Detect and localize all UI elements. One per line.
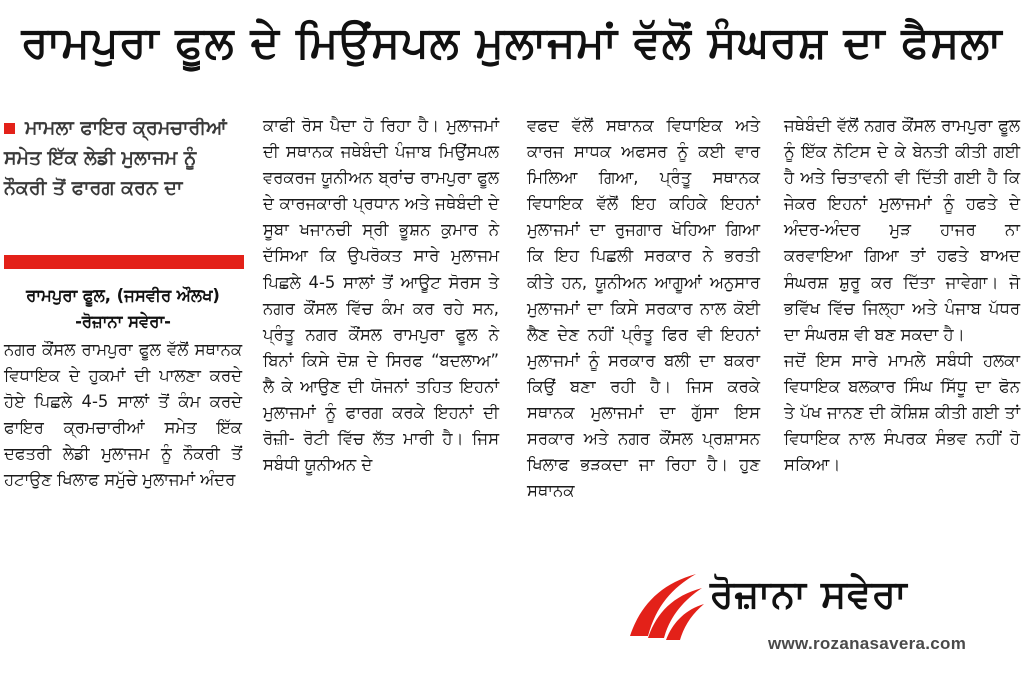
article-column-4 <box>784 113 1020 478</box>
kicker-text: ਮਾਮਲਾ ਫਾਇਰ ਕ੍ਰਮਚਾਰੀਆਂ ਸਮੇਤ ਇੱਕ ਲੇਡੀ ਮੁਲਾਜਮ ਨੂੰ ਨੌਕਰੀ ਤੋਂ ਫਾਰਗ ਕਰਨ ਦਾ <box>4 117 227 199</box>
bullet-square-icon <box>4 123 15 134</box>
article-column-3 <box>527 113 760 504</box>
paragraph: ਜਥੇਬੰਦੀ ਵੱਲੋਂ ਨਗਰ ਕੌਂਸਲ ਰਾਮਪੁਰਾ ਫੂਲ ਨੂੰ ਇੱਕ ਨੋਟਿਸ ਦੇ ਕੇ ਬੇਨਤੀ ਕੀਤੀ ਗਈ ਹੈ ਅਤੇ ਚਿਤਾਵਨੀ ਵੀ ਦਿੱਤੀ ਗਈ ਹੈ ਕਿ ਜੇਕਰ ਇਹਨਾਂ ਮੁਲਾਜਮਾਂ ਨੂੰ ਹਫਤੇ ਦੇ ਅੰਦਰ-ਅੰਦਰ ਮੁੜ ਹਾਜਰ ਨਾ ਕਰਵਾਇਆ ਗਿਆ ਤਾਂ ਹਫਤੇ ਬਾਅਦ ਸੰਘਰਸ਼ ਸ਼ੁਰੂ ਕਰ ਦਿੱਤਾ ਜਾਵੇਗਾ। ਜੋ ਭਵਿੱਖ ਵਿੱਚ ਜਿਲ੍ਹਾ ਅਤੇ ਪੰਜਾਬ ਪੱਧਰ ਦਾ ਸੰਘਰਸ਼ ਵੀ ਬਣ ਸਕਦਾ ਹੈ। <box>784 116 1020 344</box>
kicker-box <box>4 113 242 203</box>
paragraph: ਨਗਰ ਕੌਂਸਲ ਰਾਮਪੁਰਾ ਫੂਲ ਵੱਲੋਂ ਸਥਾਨਕ ਵਿਧਾਇਕ ਦੇ ਹੁਕਮਾਂ ਦੀ ਪਾਲਣਾ ਕਰਦੇ ਹੋਏ ਪਿਛਲੇ 4-5 ਸਾਲਾਂ ਤੋਂ ਕੰਮ ਕਰਦੇ ਫਾਇਰ ਕ੍ਰਮਚਾਰੀਆਂ ਸਮੇਤ ਇੱਕ ਦਫਤਰੀ ਲੇਡੀ ਮੁਲਾਜਮ ਨੂੰ ਨੌਕਰੀ ਤੋਂ ਹਟਾਉਣ ਖਿਲਾਫ ਸਮੁੱਚੇ ਮੁਲਾਜਮਾਂ ਅੰਦਰ <box>4 340 242 490</box>
paragraph: ਵਫਦ ਵੱਲੋਂ ਸਥਾਨਕ ਵਿਧਾਇਕ ਅਤੇ ਕਾਰਜ ਸਾਧਕ ਅਫਸਰ ਨੂੰ ਕਈ ਵਾਰ ਮਿਲਿਆ ਗਿਆ, ਪ੍ਰੰਤੂ ਸਥਾਨਕ ਵਿਧਾਇਕ ਵੱਲੋਂ ਇਹ ਕਹਿਕੇ ਇਹਨਾਂ ਮੁਲਾਜਮਾਂ ਦਾ ਰੁਜਗਾਰ ਖੋਹਿਆ ਗਿਆ ਕਿ ਇਹ ਪਿਛਲੀ ਸਰਕਾਰ ਨੇ ਭਰਤੀ ਕੀਤੇ ਹਨ, ਯੂਨੀਅਨ ਆਗੂਆਂ ਅਨੁਸਾਰ ਮੁਲਾਜਮਾਂ ਦਾ ਕਿਸੇ ਸਰਕਾਰ ਨਾਲ ਕੋਈ ਲੈਣ ਦੇਣ ਨਹੀਂ ਪ੍ਰੰਤੂ ਫਿਰ ਵੀ ਇਹਨਾਂ ਮੁਲਾਜਮਾਂ ਨੂੰ ਸਰਕਾਰ ਬਲੀ ਦਾ ਬਕਰਾ ਕਿਉਂ ਬਣਾ ਰਹੀ ਹੈ। ਜਿਸ ਕਰਕੇ ਸਥਾਨਕ ਮੁਲਾਜਮਾਂ ਦਾ ਗੁੱਸਾ ਇਸ ਸਰਕਾਰ ਅਤੇ ਨਗਰ ਕੌਂਸਲ ਪ੍ਰਸ਼ਾਸਨ ਖਿਲਾਫ ਭੜਕਦਾ ਜਾ ਰਿਹਾ ਹੈ। ਹੁਣ ਸਥਾਨਕ <box>527 116 760 501</box>
byline: ਰਾਮਪੁਰਾ ਫੂਲ, (ਜਸਵੀਰ ਔਲਖ) <box>26 286 220 305</box>
paragraph: ਕਾਫੀ ਰੋਸ ਪੈਦਾ ਹੋ ਰਿਹਾ ਹੈ। ਮੁਲਾਜਮਾਂ ਦੀ ਸਥਾਨਕ ਜਥੇਬੰਦੀ ਪੰਜਾਬ ਮਿਉਂਸਪਲ ਵਰਕਰਜ ਯੂਨੀਅਨ ਬ੍ਰਾਂਚ ਰਾਮਪੁਰਾ ਫੂਲ ਦੇ ਕਾਰਜਕਾਰੀ ਪ੍ਰਧਾਨ ਅਤੇ ਜਥੇਬੰਦੀ ਦੇ ਸੂਬਾ ਖਜਾਨਚੀ ਸ੍ਰੀ ਭੂਸ਼ਨ ਕੁਮਾਰ ਨੇ ਦੱਸਿਆ ਕਿ ਉਪਰੋਕਤ ਸਾਰੇ ਮੁਲਾਜਮ ਪਿਛਲੇ 4-5 ਸਾਲਾਂ ਤੋਂ ਆਊਟ ਸੋਰਸ ਤੇ ਨਗਰ ਕੌਂਸਲ ਵਿੱਚ ਕੰਮ ਕਰ ਰਹੇ ਸਨ, ਪ੍ਰੰਤੂ ਨਗਰ ਕੌਂਸਲ ਰਾਮਪੁਰਾ ਫੂਲ ਨੇ ਬਿਨਾਂ ਕਿਸੇ ਦੋਸ਼ ਦੇ ਸਿਰਫ “ਬਦਲਾਅ” ਲੈ ਕੇ ਆਉਣ ਦੀ ਯੋਜਨਾਂ ਤਹਿਤ ਇਹਨਾਂ ਮੁਲਾਜਮਾਂ ਨੂੰ ਫਾਰਗ ਕਰਕੇ ਇਹਨਾਂ ਦੀ ਰੋਜ਼ੀ- ਰੋਟੀ ਵਿੱਚ ਲੱਤ ਮਾਰੀ ਹੈ। ਜਿਸ ਸਬੰਧੀ ਯੂਨੀਅਨ ਦੇ <box>263 116 499 475</box>
article-column-1 <box>4 337 242 494</box>
swoosh-logo-icon <box>626 566 704 642</box>
byline-block <box>4 283 242 335</box>
source-tag: -ਰੋਜ਼ਾਨਾ ਸਵੇਰਾ- <box>75 312 171 331</box>
publication-logo <box>626 566 1018 662</box>
website-link[interactable]: www.rozanasavera.com <box>768 634 967 653</box>
logo-name: ਰੋਜ਼ਾਨਾ ਸਵੇਰਾ <box>710 572 908 616</box>
kicker <box>4 113 242 203</box>
headline: ਰਾਮਪੁਰਾ ਫੂਲ ਦੇ ਮਿਉਂਸਪਲ ਮੁਲਾਜਮਾਂ ਵੱਲੋਂ ਸੰਘਰਸ਼ ਦਾ ਫੈਸਲਾ <box>21 18 1003 68</box>
red-divider <box>4 255 244 269</box>
paragraph: ਜਦੋਂ ਇਸ ਸਾਰੇ ਮਾਮਲੇ ਸਬੰਧੀ ਹਲਕਾ ਵਿਧਾਇਕ ਬਲਕਾਰ ਸਿੰਘ ਸਿੱਧੂ ਦਾ ਫੋਨ ਤੇ ਪੱਖ ਜਾਨਣ ਦੀ ਕੋਸ਼ਿਸ਼ ਕੀਤੀ ਗਈ ਤਾਂ ਵਿਧਾਇਕ ਨਾਲ ਸੰਪਰਕ ਸੰਭਵ ਨਹੀਂ ਹੋ ਸਕਿਆ। <box>784 350 1020 475</box>
article-column-2 <box>263 113 499 478</box>
